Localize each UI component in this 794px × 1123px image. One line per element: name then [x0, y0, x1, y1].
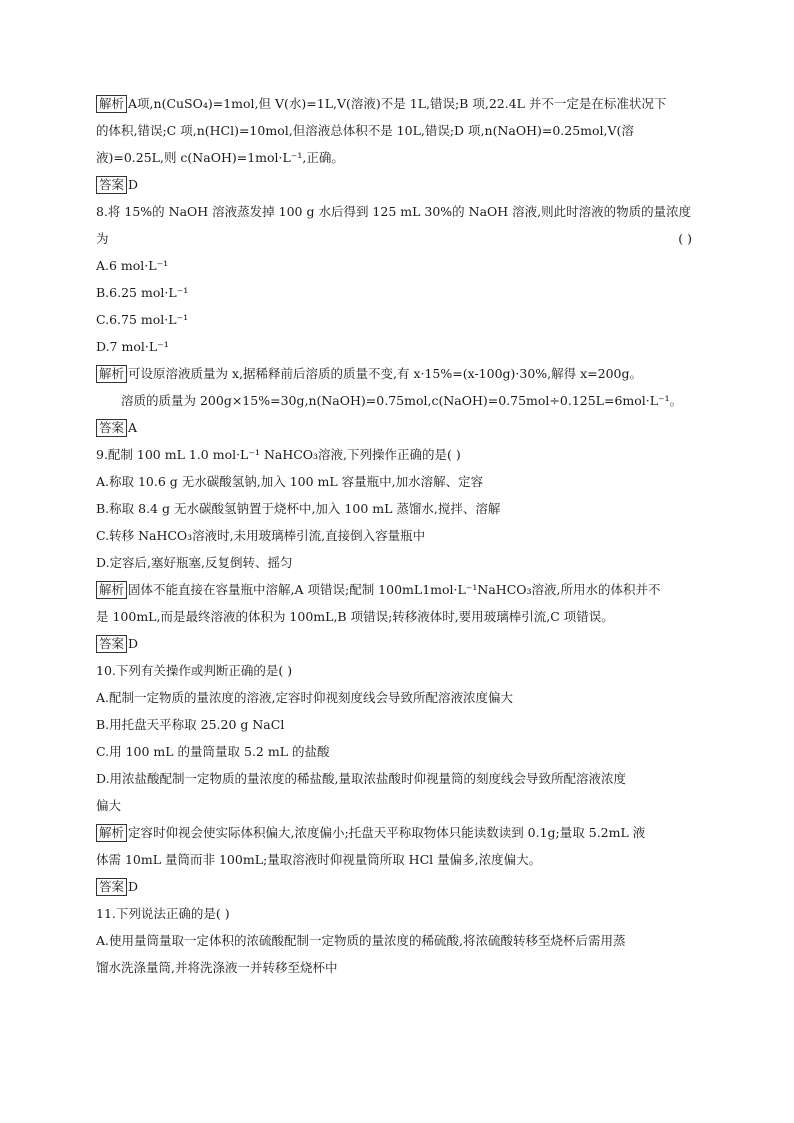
q10-analysis-line — [96, 819, 700, 846]
q9-option-a: A.称取 10.6 g 无水碳酸氢钠,加入 100 mL 容量瓶中,加水溶解、定容 — [96, 474, 484, 489]
q9-option-d: D.定容后,塞好瓶塞,反复倒转、摇匀 — [96, 555, 293, 570]
q11-stem: 11.下列说法正确的是( ) — [96, 906, 230, 921]
q8-answer-line — [96, 414, 700, 441]
answer-tag: 答案 — [96, 176, 127, 194]
q7-answer: D — [128, 177, 139, 192]
q9-stem: 9.配制 100 mL 1.0 mol·L⁻¹ NaHCO₃溶液,下列操作正确的是( ) — [96, 447, 461, 462]
q10-option-d-cont: 偏大 — [96, 798, 122, 813]
q11-option-a-cont: 馏水洗涤量筒,并将洗涤液一并转移至烧杯中 — [96, 960, 338, 975]
analysis-tag: 解析 — [96, 95, 127, 113]
q11-option-a: A.使用量筒量取一定体积的浓硫酸配制一定物质的量浓度的稀硫酸,将浓硫酸转移至烧杯后需用蒸 — [96, 933, 626, 948]
answer-tag: 答案 — [96, 419, 127, 437]
answer-tag: 答案 — [96, 878, 127, 896]
answer-tag: 答案 — [96, 635, 127, 653]
q10-stem: 10.下列有关操作或判断正确的是( ) — [96, 663, 293, 678]
analysis-tag: 解析 — [96, 581, 127, 599]
q8-analysis-line — [96, 360, 700, 387]
q7-answer-line — [96, 171, 700, 198]
q8-analysis-line: 溶质的质量为 200g×15%=30g,n(NaOH)=0.75mol,c(NaOH)=0.75mol÷0.125L=6mol·L⁻¹。 — [121, 393, 683, 408]
q7-analysis-text: A项,n(CuSO₄)=1mol,但 V(水)=1L,V(溶液)不是 1L,错误;B 项,22.4L 并不一定是在标准状况下 — [128, 96, 667, 111]
q9-option-c: C.转移 NaHCO₃溶液时,未用玻璃棒引流,直接倒入容量瓶中 — [96, 528, 426, 543]
q10-option-b: B.用托盘天平称取 25.20 g NaCl — [96, 717, 285, 732]
q7-analysis-line: 的体积,错误;C 项,n(HCl)=10mol,但溶液总体积不是 10L,错误;D 项,n(NaOH)=0.25mol,V(溶 — [96, 123, 634, 138]
q9-answer: D — [128, 636, 139, 651]
q8-option-a: A.6 mol·L⁻¹ — [96, 258, 169, 273]
q10-option-d: D.用浓盐酸配制一定物质的量浓度的稀盐酸,量取浓盐酸时仰视量筒的刻度线会导致所配溶液浓度 — [96, 771, 627, 786]
q9-answer-line — [96, 630, 700, 657]
q8-answer-blank: ( ) — [678, 231, 692, 246]
q9-analysis-text: 固体不能直接在容量瓶中溶解,A 项错误;配制 100mL1mol·L⁻¹NaHCO₃溶液,所用水的体积并不 — [128, 582, 661, 597]
q8-stem: 8.将 15%的 NaOH 溶液蒸发掉 100 g 水后得到 125 mL 30%的 NaOH 溶液,则此时溶液的物质的量浓度 — [96, 204, 692, 219]
q10-answer: D — [128, 879, 139, 894]
q10-answer-line — [96, 873, 700, 900]
q8-option-b: B.6.25 mol·L⁻¹ — [96, 285, 189, 300]
q8-option-c: C.6.75 mol·L⁻¹ — [96, 312, 189, 327]
q9-analysis-line: 是 100mL,而是最终溶液的体积为 100mL,B 项错误;转移液体时,要用玻璃棒引流,C 项错误。 — [96, 609, 614, 624]
q10-option-c: C.用 100 mL 的量筒量取 5.2 mL 的盐酸 — [96, 744, 330, 759]
q7-analysis-line: 液)=0.25L,则 c(NaOH)=1mol·L⁻¹,正确。 — [96, 150, 344, 165]
analysis-tag: 解析 — [96, 824, 127, 842]
q10-option-a: A.配制一定物质的量浓度的溶液,定容时仰视刻度线会导致所配溶液浓度偏大 — [96, 690, 513, 705]
document-page — [96, 90, 700, 981]
q10-analysis-line: 体需 10mL 量筒而非 100mL;量取溶液时仰视量筒所取 HCl 量偏多,浓度偏大。 — [96, 852, 542, 867]
q8-stem-cont: 为 — [96, 231, 109, 246]
q9-analysis-line — [96, 576, 700, 603]
q8-stem-row — [96, 225, 700, 252]
q7-analysis-line — [96, 90, 700, 117]
q8-analysis-text: 可设原溶液质量为 x,据稀释前后溶质的质量不变,有 x·15%=(x-100g)·30%,解得 x=200g。 — [128, 366, 642, 381]
q9-option-b: B.称取 8.4 g 无水碳酸氢钠置于烧杯中,加入 100 mL 蒸馏水,搅拌、溶解 — [96, 501, 501, 516]
analysis-tag: 解析 — [96, 365, 127, 383]
q8-answer: A — [128, 420, 138, 435]
q8-option-d: D.7 mol·L⁻¹ — [96, 339, 169, 354]
q10-analysis-text: 定容时仰视会使实际体积偏大,浓度偏小;托盘天平称取物体只能读数读到 0.1g;量取 5.2mL 液 — [128, 825, 646, 840]
